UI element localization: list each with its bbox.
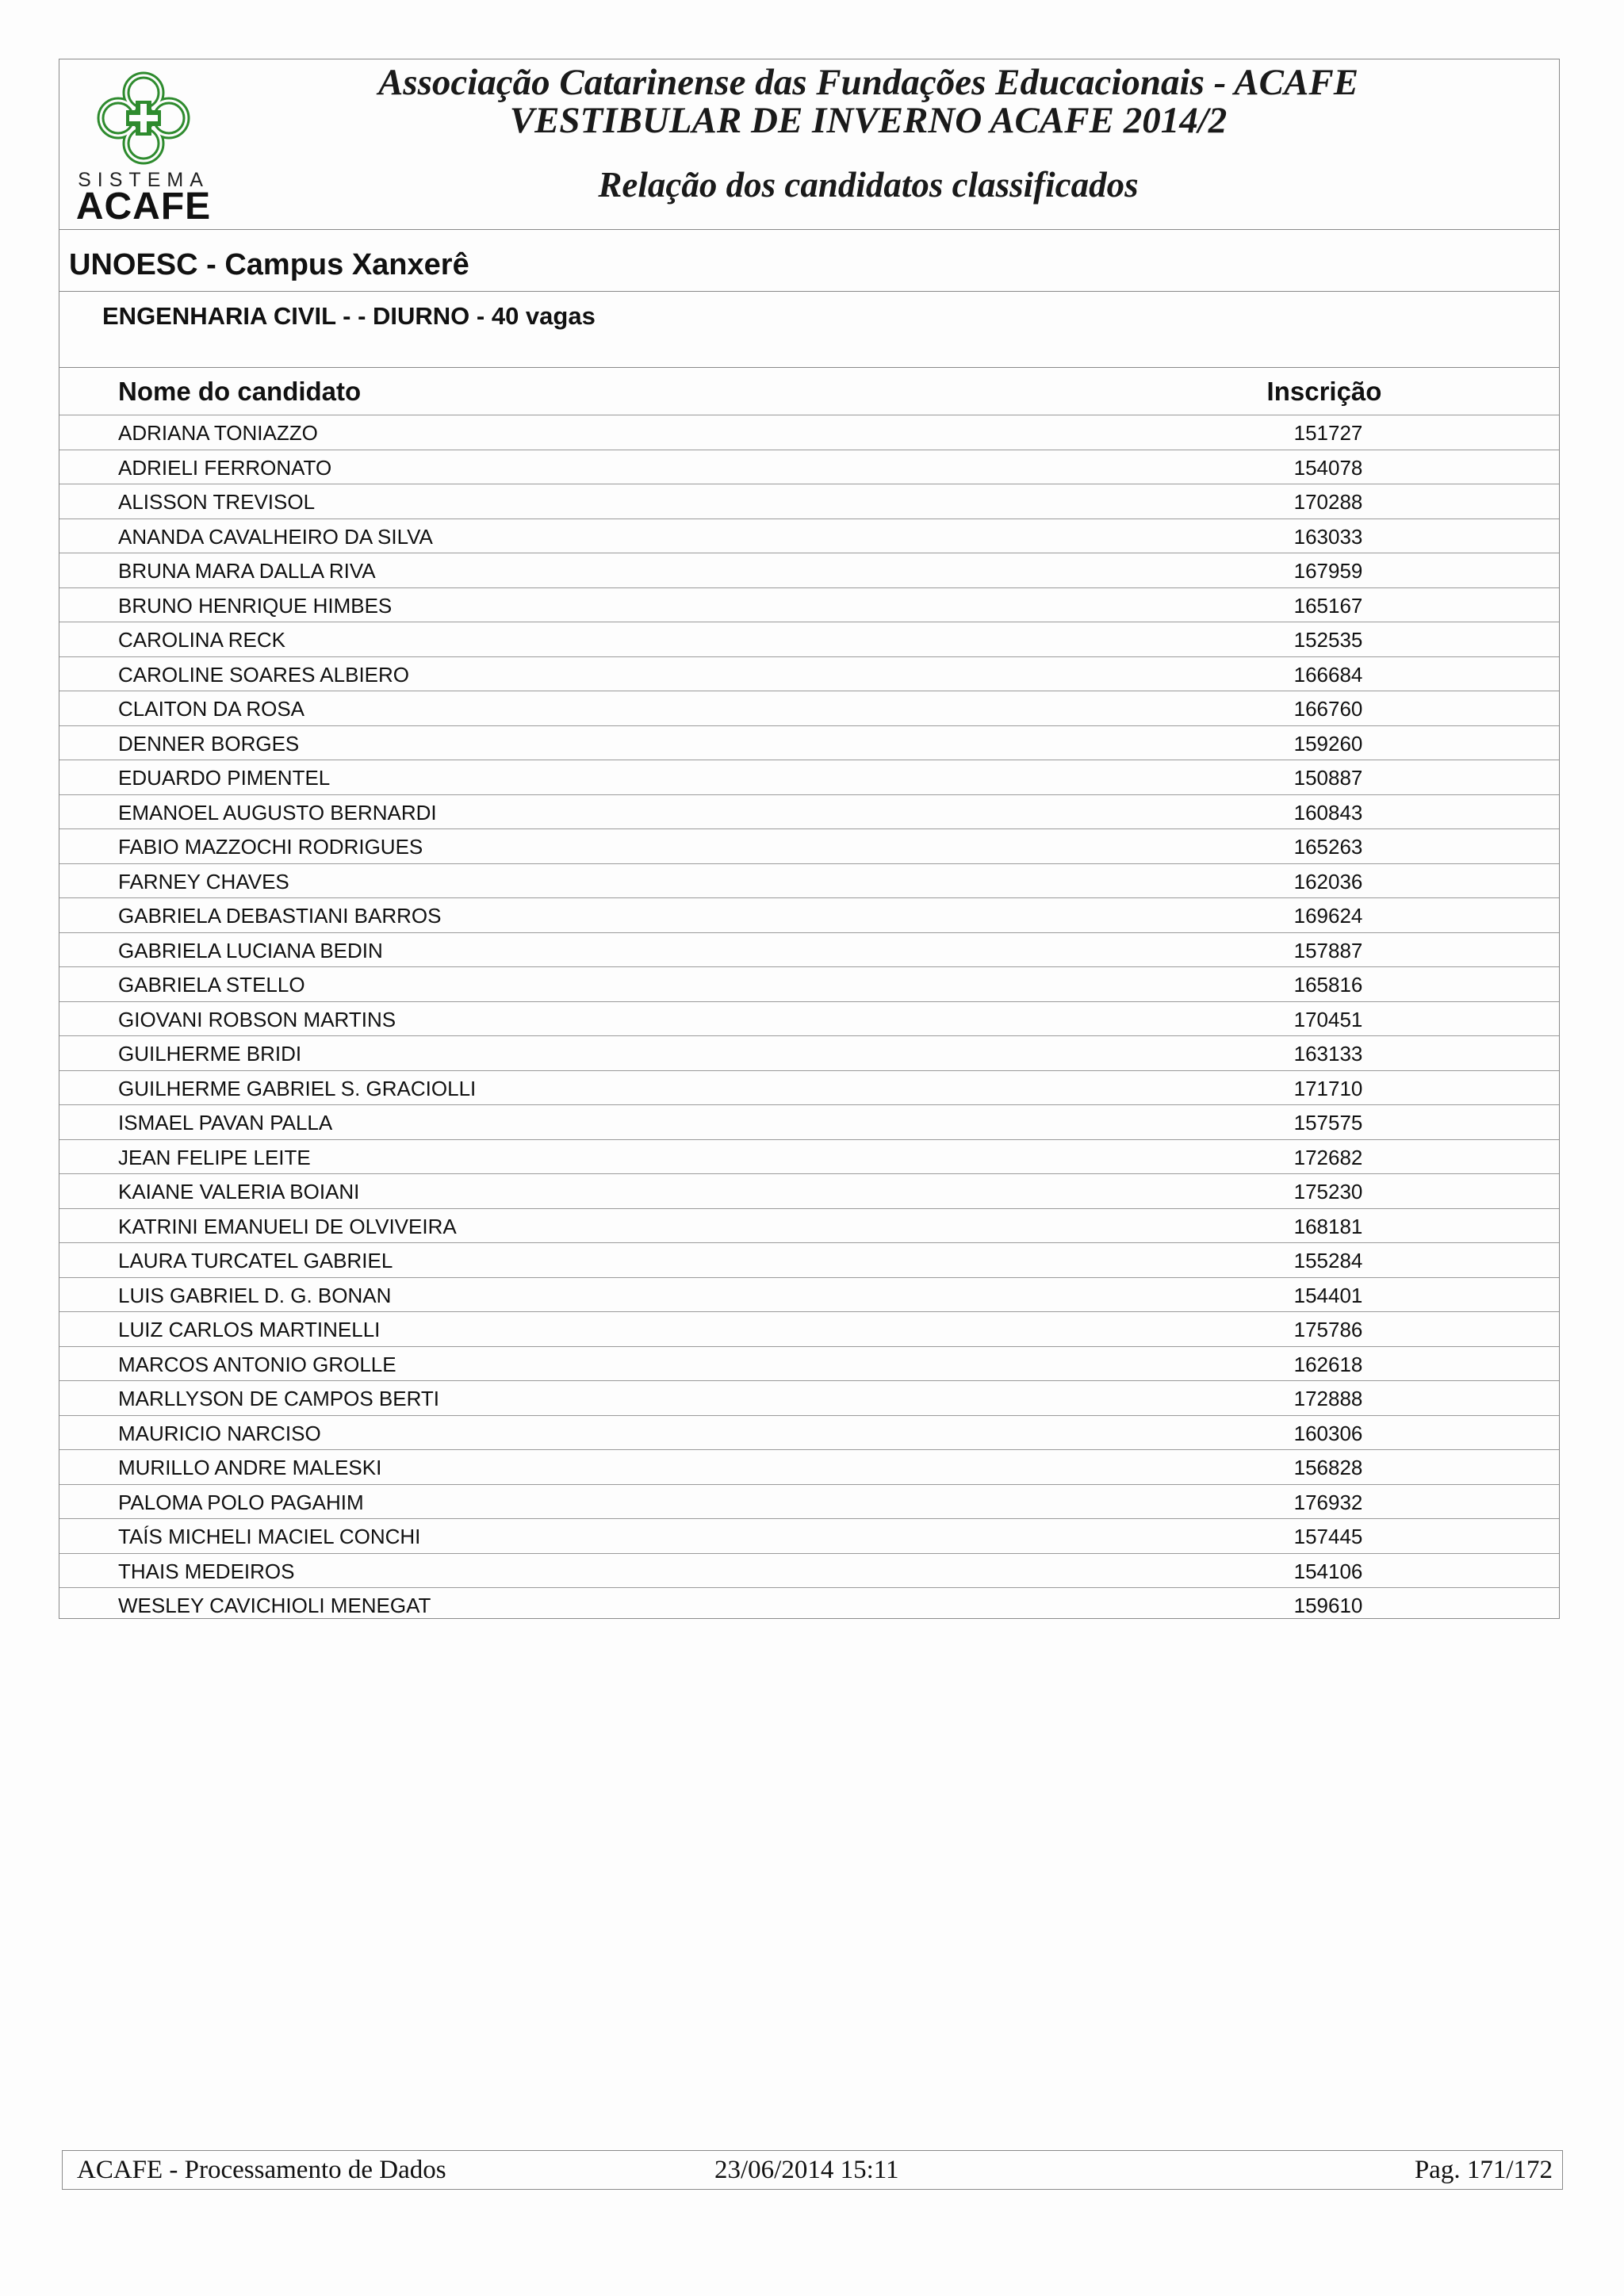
candidate-name: JEAN FELIPE LEITE	[118, 1145, 311, 1169]
table-row	[59, 1208, 1559, 1243]
candidates-table	[59, 415, 1559, 1622]
footer-page-number: Pag. 171/172	[1414, 2156, 1553, 2184]
candidate-name: LUIZ CARLOS MARTINELLI	[118, 1318, 381, 1341]
candidate-name: ANANDA CAVALHEIRO DA SILVA	[118, 524, 433, 549]
candidate-name: BRUNO HENRIQUE HIMBES	[118, 593, 393, 618]
candidate-name: ISMAEL PAVAN PALLA	[118, 1111, 333, 1135]
table-row	[59, 897, 1559, 932]
table-row	[59, 484, 1559, 519]
candidate-inscricao: 176932	[1293, 1490, 1363, 1514]
candidate-inscricao: 165816	[1293, 973, 1363, 997]
candidate-name: ADRIANA TONIAZZO	[118, 421, 318, 445]
candidate-inscricao: 162618	[1293, 1352, 1363, 1376]
acafe-emblem-icon	[94, 69, 193, 167]
table-row	[59, 656, 1559, 691]
footer-timestamp: 23/06/2014 15:11	[714, 2156, 899, 2184]
candidate-inscricao: 170451	[1293, 1007, 1363, 1031]
table-row	[59, 1001, 1559, 1036]
candidate-name: MARLLYSON DE CAMPOS BERTI	[118, 1387, 440, 1410]
table-row	[59, 415, 1559, 450]
candidate-name: EDUARDO PIMENTEL	[118, 766, 331, 790]
candidate-inscricao: 172888	[1293, 1387, 1363, 1410]
candidate-name: THAIS MEDEIROS	[118, 1559, 295, 1583]
candidate-inscricao: 171710	[1293, 1076, 1363, 1100]
table-row	[59, 553, 1559, 587]
table-row	[59, 828, 1559, 863]
table-row	[59, 1484, 1559, 1519]
table-row	[59, 1035, 1559, 1070]
table-row	[59, 1518, 1559, 1553]
candidate-inscricao: 154078	[1293, 455, 1363, 480]
candidate-name: MURILLO ANDRE MALESKI	[118, 1456, 382, 1479]
divider	[59, 291, 1559, 292]
table-row	[59, 1070, 1559, 1105]
logo-sistema-text: SISTEMA	[78, 169, 209, 191]
page-header	[59, 59, 1559, 230]
candidate-inscricao: 152535	[1293, 628, 1363, 652]
table-row	[59, 863, 1559, 898]
candidate-inscricao: 167959	[1293, 559, 1363, 583]
table-row	[59, 966, 1559, 1001]
candidate-name: TAÍS MICHELI MACIEL CONCHI	[118, 1525, 421, 1548]
candidate-inscricao: 175786	[1293, 1318, 1363, 1341]
table-row	[59, 1449, 1559, 1484]
logo-acafe-text: ACAFE	[75, 186, 212, 228]
candidate-name: EMANOEL AUGUSTO BERNARDI	[118, 800, 437, 825]
candidate-name: GIOVANI ROBSON MARTINS	[118, 1007, 396, 1031]
candidate-name: GUILHERME BRIDI	[118, 1042, 302, 1066]
candidate-name: BRUNA MARA DALLA RIVA	[118, 559, 376, 583]
candidate-inscricao: 163133	[1293, 1042, 1363, 1066]
candidate-inscricao: 170288	[1293, 490, 1363, 514]
list-title: Relação dos candidatos classificados	[598, 165, 1139, 205]
table-row	[59, 760, 1559, 794]
candidate-name: KAIANE VALERIA BOIANI	[118, 1180, 360, 1203]
candidate-inscricao: 168181	[1293, 1214, 1363, 1238]
candidate-inscricao: 159260	[1293, 731, 1363, 756]
table-row	[59, 519, 1559, 553]
table-row	[59, 450, 1559, 484]
candidate-name: KATRINI EMANUELI DE OLVIVEIRA	[118, 1214, 457, 1238]
table-row	[59, 1242, 1559, 1277]
column-header-inscricao: Inscrição	[1266, 377, 1382, 406]
acafe-logo	[75, 69, 212, 228]
association-title: Associação Catarinense das Fundações Educacionais - ACAFE	[377, 62, 1359, 103]
exam-title: VESTIBULAR DE INVERNO ACAFE 2014/2	[509, 100, 1228, 141]
candidate-inscricao: 159610	[1293, 1594, 1363, 1617]
candidate-name: GABRIELA DEBASTIANI BARROS	[118, 904, 442, 928]
table-row	[59, 932, 1559, 967]
table-row	[59, 691, 1559, 725]
candidate-inscricao: 160843	[1293, 800, 1363, 825]
candidate-name: CAROLINA RECK	[118, 628, 285, 652]
candidate-inscricao: 150887	[1293, 766, 1363, 790]
candidate-inscricao: 162036	[1293, 869, 1363, 894]
candidate-inscricao: 172682	[1293, 1145, 1363, 1169]
candidate-inscricao: 166760	[1293, 697, 1363, 721]
table-row	[59, 1277, 1559, 1312]
divider	[59, 367, 1559, 368]
candidate-name: MAURICIO NARCISO	[118, 1421, 321, 1445]
candidate-name: LUIS GABRIEL D. G. BONAN	[118, 1283, 392, 1307]
table-row	[59, 1553, 1559, 1588]
table-row	[59, 1587, 1559, 1622]
candidate-name: PALOMA POLO PAGAHIM	[118, 1490, 364, 1514]
candidate-name: ADRIELI FERRONATO	[118, 455, 332, 480]
candidate-inscricao: 154106	[1293, 1559, 1363, 1583]
candidate-name: GUILHERME GABRIEL S. GRACIOLLI	[118, 1076, 477, 1100]
candidate-name: DENNER BORGES	[118, 731, 300, 756]
page-footer	[62, 2150, 1563, 2190]
table-row	[59, 587, 1559, 622]
table-row	[59, 1139, 1559, 1174]
course-heading: ENGENHARIA CIVIL - - DIURNO - 40 vagas	[102, 302, 596, 330]
candidate-inscricao: 165167	[1293, 593, 1363, 618]
candidate-inscricao: 156828	[1293, 1456, 1363, 1479]
table-row	[59, 1104, 1559, 1139]
candidate-inscricao: 154401	[1293, 1283, 1363, 1307]
candidate-name: GABRIELA STELLO	[118, 973, 305, 997]
candidate-name: GABRIELA LUCIANA BEDIN	[118, 938, 383, 962]
candidate-inscricao: 157575	[1293, 1111, 1363, 1135]
candidate-name: CLAITON DA ROSA	[118, 697, 305, 721]
candidate-name: CAROLINE SOARES ALBIERO	[118, 662, 410, 687]
table-row	[59, 1173, 1559, 1208]
campus-heading: UNOESC - Campus Xanxerê	[69, 248, 469, 281]
table-row	[59, 622, 1559, 656]
candidate-inscricao: 163033	[1293, 524, 1363, 549]
table-row	[59, 1380, 1559, 1415]
candidate-name: WESLEY CAVICHIOLI MENEGAT	[118, 1594, 431, 1617]
candidate-inscricao: 155284	[1293, 1249, 1363, 1272]
candidate-inscricao: 157887	[1293, 938, 1363, 962]
candidate-inscricao: 169624	[1293, 904, 1363, 928]
table-row	[59, 725, 1559, 760]
table-row	[59, 1346, 1559, 1381]
table-row	[59, 1415, 1559, 1450]
candidate-name: MARCOS ANTONIO GROLLE	[118, 1352, 396, 1376]
candidate-name: FARNEY CHAVES	[118, 869, 289, 894]
candidate-inscricao: 151727	[1293, 421, 1363, 445]
footer-department: ACAFE - Processamento de Dados	[77, 2156, 446, 2184]
table-row	[59, 794, 1559, 829]
candidate-name: LAURA TURCATEL GABRIEL	[118, 1249, 393, 1272]
document-frame	[59, 59, 1560, 1619]
candidate-inscricao: 157445	[1293, 1525, 1363, 1548]
candidate-inscricao: 160306	[1293, 1421, 1363, 1445]
column-header-name: Nome do candidato	[118, 377, 362, 406]
candidate-inscricao: 165263	[1293, 835, 1363, 859]
table-row	[59, 1311, 1559, 1346]
candidate-name: FABIO MAZZOCHI RODRIGUES	[118, 835, 423, 859]
candidate-name: ALISSON TREVISOL	[118, 490, 316, 514]
candidate-inscricao: 166684	[1293, 662, 1363, 687]
candidate-inscricao: 175230	[1293, 1180, 1363, 1203]
